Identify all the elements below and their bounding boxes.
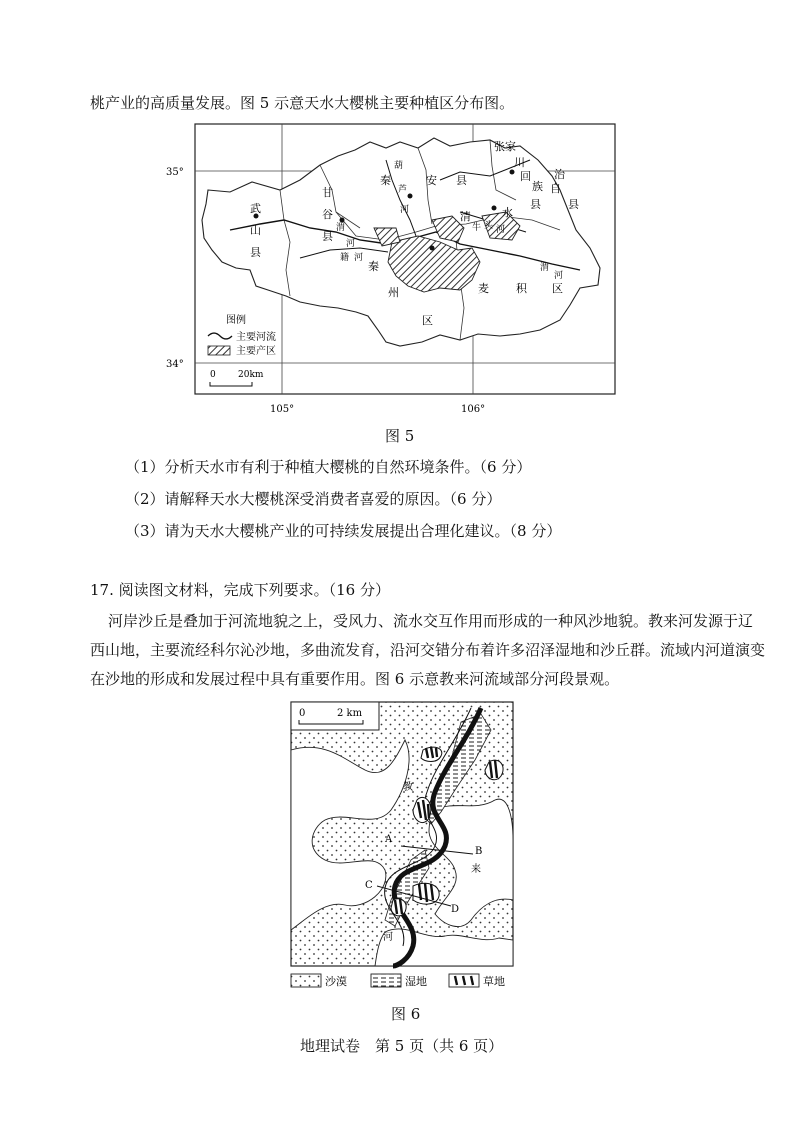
figure-6-caption: 图 6 bbox=[391, 1005, 421, 1023]
place-niutouhe-2: 头 bbox=[484, 221, 494, 231]
place-weihe-3: 渭 bbox=[540, 263, 550, 273]
place-niutouhe-1: 牛 bbox=[472, 223, 482, 233]
legend-river-label: 主要河流 bbox=[236, 332, 276, 343]
page-footer: 地理试卷 第 5 页（共 6 页） bbox=[300, 1037, 504, 1055]
place-qinan-2: 安 bbox=[426, 174, 437, 187]
intro-line: 桃产业的高质量发展。图 5 示意天水大樱桃主要种植区分布图。 bbox=[90, 94, 515, 112]
fig6-scale-zero: 0 bbox=[299, 708, 306, 719]
place-weihe-2: 河 bbox=[346, 239, 356, 249]
place-zhangjiachuan-1: 张家 bbox=[494, 140, 516, 153]
question-16-1: （1）分析天水市有利于种植大樱桃的自然环境条件。（6 分） bbox=[125, 458, 532, 476]
scale-20km: 20km bbox=[238, 370, 264, 380]
lon-label-105: 105° bbox=[270, 404, 295, 415]
town-gangu bbox=[340, 218, 345, 223]
place-hui-5: 县 bbox=[568, 198, 579, 211]
place-qingshui-2: 水 bbox=[502, 206, 513, 219]
place-huluhe-2: 芦 bbox=[398, 185, 408, 195]
figure-5-map bbox=[160, 120, 630, 420]
place-qinzhou-3: 区 bbox=[422, 314, 433, 327]
question-16-3: （3）请为天水大樱桃产业的可持续发展提出合理化建议。（8 分） bbox=[125, 522, 562, 540]
place-hui-3: 自 bbox=[550, 182, 561, 195]
river-char-he: 河 bbox=[383, 932, 393, 943]
lat-label-34: 34° bbox=[166, 359, 184, 370]
legend-desert-icon bbox=[291, 974, 321, 987]
scale-line bbox=[210, 382, 252, 386]
scale-zero: 0 bbox=[210, 370, 216, 380]
town-qinan bbox=[408, 194, 413, 199]
place-hui-1: 回 bbox=[520, 170, 531, 183]
river-char-jiao: 教 bbox=[403, 782, 413, 793]
place-maiji-3: 区 bbox=[552, 282, 563, 295]
place-hui-4: 治 bbox=[554, 168, 565, 181]
place-gangu-1: 甘 bbox=[322, 186, 333, 199]
town-tianshui bbox=[430, 246, 435, 251]
point-b: B bbox=[475, 846, 483, 857]
legend-wetland-label: 湿地 bbox=[405, 975, 427, 988]
lon-label-106: 106° bbox=[461, 404, 486, 415]
place-gangu-3: 县 bbox=[322, 230, 333, 243]
place-gangu-2: 谷 bbox=[322, 208, 333, 221]
legend-wetland-icon bbox=[371, 974, 401, 987]
place-weihe-1: 渭 bbox=[336, 223, 346, 233]
point-c: C bbox=[365, 880, 373, 891]
fig6-scale-2km: 2 km bbox=[337, 708, 363, 719]
legend-desert-label: 沙漠 bbox=[325, 975, 347, 988]
point-a: A bbox=[385, 834, 393, 845]
place-hui-2: 族 bbox=[532, 180, 543, 193]
question-16-2: （2）请解释天水大樱桃深受消费者喜爱的原因。（6 分） bbox=[125, 490, 502, 508]
town-zhangjiachuan bbox=[510, 170, 515, 175]
legend-river-icon bbox=[208, 333, 232, 339]
fig6-legend bbox=[291, 974, 505, 988]
place-zhangjiachuan-2: 川 bbox=[514, 156, 525, 169]
place-qingshui-1: 清 bbox=[460, 210, 471, 223]
place-weihe-4: 河 bbox=[554, 271, 564, 281]
place-qingshui-3: 县 bbox=[530, 198, 541, 211]
lat-label-35: 35° bbox=[166, 167, 184, 178]
question-17-title: 17. 阅读图文材料，完成下列要求。（16 分） bbox=[90, 581, 390, 599]
place-maiji-1: 麦 bbox=[478, 282, 489, 295]
town-qingshui bbox=[492, 206, 497, 211]
place-jihe-1: 籍 bbox=[340, 253, 350, 263]
grassland-patch-5 bbox=[391, 899, 406, 916]
fig5-legend bbox=[208, 313, 276, 357]
legend-area-icon bbox=[208, 346, 230, 355]
fig5-scale-bar bbox=[210, 370, 264, 386]
figure-6-landscape bbox=[285, 700, 525, 995]
place-qinzhou-2: 州 bbox=[388, 286, 399, 299]
legend-title: 图例 bbox=[226, 315, 246, 326]
legend-grassland-label: 草地 bbox=[483, 975, 505, 988]
place-huluhe-1: 葫 bbox=[394, 161, 404, 171]
place-niutouhe-3: 河 bbox=[496, 225, 506, 235]
river-char-lai: 来 bbox=[471, 864, 481, 875]
q17-paragraph-line-2: 西山地，主要流经科尔沁沙地，多曲流发育，沿河交错分布着许多沼泽湿地和沙丘群。流域内河道演变 bbox=[90, 641, 766, 659]
place-wushan-1: 武 bbox=[250, 202, 261, 215]
place-maiji-2: 积 bbox=[516, 282, 527, 295]
place-qinan-3: 县 bbox=[456, 174, 467, 187]
place-wushan-2: 山 bbox=[250, 224, 261, 237]
q17-paragraph-line-1: 河岸沙丘是叠加于河流地貌之上，受风力、流水交互作用而形成的一种风沙地貌。教来河发源于辽 bbox=[108, 612, 754, 630]
place-qinan-1: 秦 bbox=[380, 174, 391, 187]
place-jihe-2: 河 bbox=[354, 253, 364, 263]
legend-area-label: 主要产区 bbox=[236, 346, 276, 357]
place-wushan-3: 县 bbox=[250, 246, 261, 259]
place-huluhe-3: 河 bbox=[400, 205, 410, 215]
q17-paragraph-line-3: 在沙地的形成和发展过程中具有重要作用。图 6 示意教来河流域部分河段景观。 bbox=[90, 670, 620, 688]
place-qinzhou-1: 秦 bbox=[368, 260, 379, 273]
point-d: D bbox=[451, 904, 460, 915]
figure-5-caption: 图 5 bbox=[385, 427, 415, 445]
